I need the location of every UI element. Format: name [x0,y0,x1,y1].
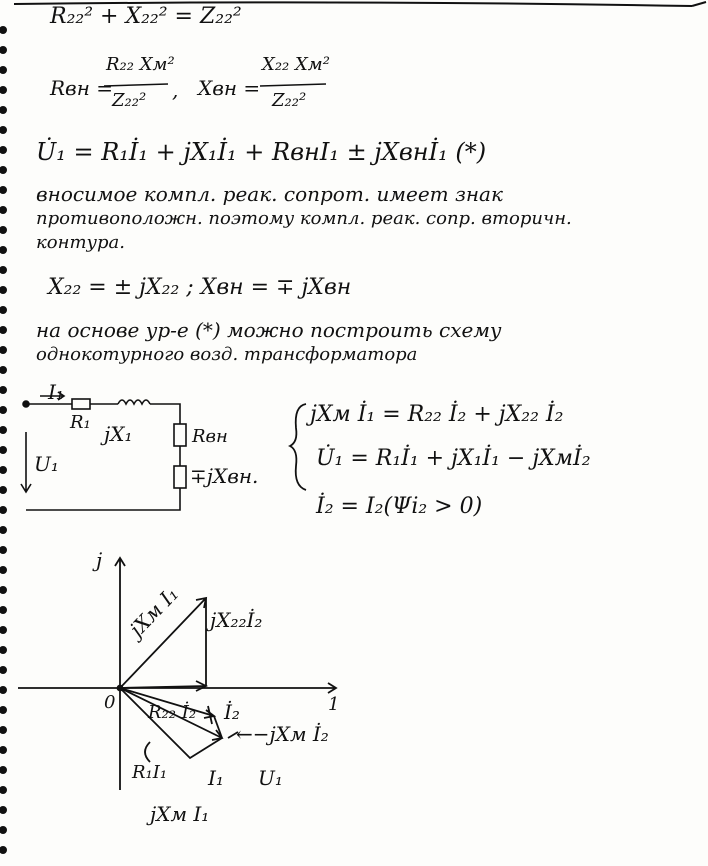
circuit-u1-label: U₁ [34,452,59,476]
phasor-jx22-i2-label: jX₂₂İ₂ [210,608,263,632]
paragraph1-line1: вносимое компл. реак. сопрот. имеет знак [36,182,503,206]
xvn-numerator: X₂₂ Xм² [262,54,330,75]
xvn-label: Xвн = [198,76,261,100]
circuit-jxvn-label: ∓jXвн. [190,464,259,488]
phasor-r22-i2-label: R₂₂ İ₂ [148,702,197,723]
rvn-label: Rвн = [50,76,113,100]
paragraph1-line2: противоположн. поэтому компл. реак. сопр. вторичн. [36,208,572,229]
rvn-denominator: Z₂₂² [112,90,147,111]
circuit-r1-label: R₁ [70,412,91,433]
phasor-neg-jxm-i2-label: ←−jXм İ₂ [236,722,329,746]
phasor-jxm-i1-diagonal-label: jXм I₁ [124,581,184,642]
system-eq2: U̇₁ = R₁İ₁ + jX₁İ₁ − jXмİ₂ [316,446,591,471]
xvn-denominator: Z₂₂² [272,90,307,111]
rvn-numerator: R₂₂ Xм² [106,54,175,75]
formula-impedance: R₂₂² + X₂₂² = Z₂₂² [50,4,242,29]
paragraph2-line1: на основе ур-е (*) можно построить схему [36,318,502,342]
phasor-origin-label: 0 [104,692,116,713]
phasor-jxm-i1-bottom-label: jXм I₁ [150,802,210,826]
paragraph1-line3: контура. [36,232,125,253]
system-eq1: jXм İ₁ = R₂₂ İ₂ + jX₂₂ İ₂ [310,402,564,427]
phasor-j-axis-label: j [96,548,103,572]
paragraph2-line2: однокотурного возд. трансформатора [36,344,418,365]
phasor-i1-label: I₁ [208,766,224,790]
phasor-i2-label: İ₂ [224,700,240,724]
system-eq3: İ₂ = I₂(Ψi₂ > 0) [316,494,483,519]
reactance-equations: X₂₂ = ± jX₂₂ ; Xвн = ∓ jXвн [48,275,352,300]
circuit-rvn-label: Rвн [192,426,228,447]
phasor-real-axis-label: 1 [328,694,340,715]
phasor-u1-label: U₁ [258,766,283,790]
circuit-i1-label: I₁ [48,380,64,404]
circuit-jx1-label: jX₁ [104,422,133,446]
main-equation: U̇₁ = R₁İ₁ + jX₁İ₁ + RвнI₁ ± jXвнİ₁ (*) [36,138,487,166]
phasor-r1-i1-label: R₁I₁ [132,762,168,783]
comma: , [172,78,179,102]
